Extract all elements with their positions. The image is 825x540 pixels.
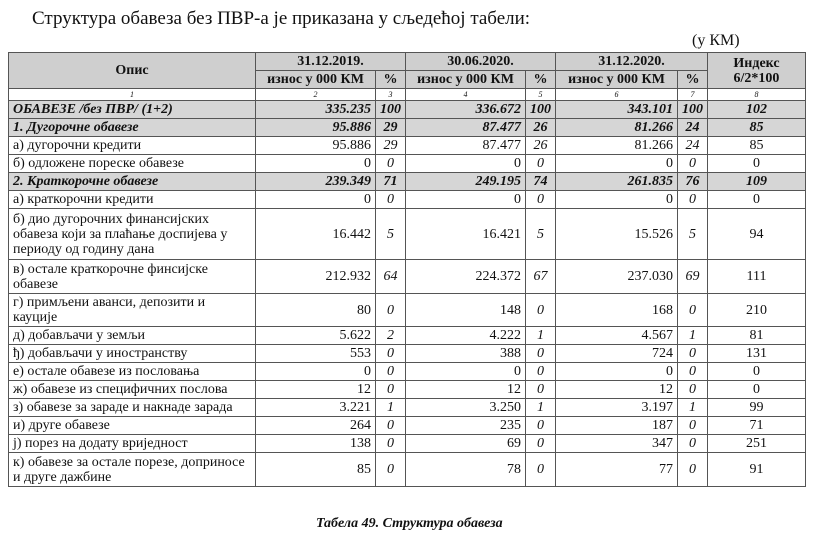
amount-2020-06: 336.672 — [406, 101, 526, 119]
pct-2020-12: 24 — [678, 119, 708, 137]
table-row — [9, 363, 806, 381]
index-value: 85 — [708, 137, 806, 155]
amount-2019: 0 — [256, 155, 376, 173]
pct-2020-06: 5 — [526, 209, 556, 260]
amount-2020-12: 3.197 — [556, 399, 678, 417]
amount-2019: 85 — [256, 453, 376, 487]
table-row — [9, 453, 806, 487]
pct-2020-06: 26 — [526, 119, 556, 137]
index-value: 251 — [708, 435, 806, 453]
index-value: 0 — [708, 381, 806, 399]
column-number-row — [9, 89, 806, 101]
total-row — [9, 119, 806, 137]
amount-2020-12: 168 — [556, 294, 678, 327]
row-label: 2. Краткорочне обавезе — [9, 173, 256, 191]
row-label: ј) порез на додату вриједност — [9, 435, 256, 453]
table-row — [9, 417, 806, 435]
amount-2019: 12 — [256, 381, 376, 399]
pct-2020-06: 0 — [526, 417, 556, 435]
pct-2020-06: 67 — [526, 260, 556, 294]
pct-2020-06: 1 — [526, 399, 556, 417]
amount-2020-06: 148 — [406, 294, 526, 327]
pct-2020-12: 76 — [678, 173, 708, 191]
index-value: 131 — [708, 345, 806, 363]
amount-2020-06: 87.477 — [406, 119, 526, 137]
pct-2019: 0 — [376, 345, 406, 363]
pct-2020-12: 0 — [678, 417, 708, 435]
amount-2020-06: 249.195 — [406, 173, 526, 191]
row-label: з) обавезе за зараде и накнаде зарада — [9, 399, 256, 417]
amount-2020-06: 4.222 — [406, 327, 526, 345]
intro-text: Структура обавеза без ПВР-а је приказана у сљедећој табели: — [32, 8, 531, 29]
pct-2019: 0 — [376, 435, 406, 453]
table-row — [9, 345, 806, 363]
amount-2020-06: 235 — [406, 417, 526, 435]
header-amount-2: износ у 000 КМ — [406, 71, 526, 89]
amount-2019: 3.221 — [256, 399, 376, 417]
pct-2020-12: 0 — [678, 294, 708, 327]
pct-2020-06: 0 — [526, 381, 556, 399]
pct-2019: 100 — [376, 101, 406, 119]
amount-2020-06: 0 — [406, 363, 526, 381]
index-value: 0 — [708, 191, 806, 209]
col-number: 7 — [678, 89, 708, 101]
amount-2020-06: 78 — [406, 453, 526, 487]
amount-2020-12: 237.030 — [556, 260, 678, 294]
index-value: 81 — [708, 327, 806, 345]
pct-2020-12: 24 — [678, 137, 708, 155]
pct-2020-12: 1 — [678, 327, 708, 345]
pct-2019: 5 — [376, 209, 406, 260]
pct-2020-06: 74 — [526, 173, 556, 191]
pct-2019: 0 — [376, 381, 406, 399]
table-row — [9, 155, 806, 173]
index-value: 0 — [708, 155, 806, 173]
amount-2019: 95.886 — [256, 137, 376, 155]
header-index — [708, 53, 806, 89]
row-label: е) остале обавезе из пословања — [9, 363, 256, 381]
header-index-label: Индекс — [733, 55, 780, 71]
header-period-2: 30.06.2020. — [406, 53, 556, 71]
pct-2020-06: 0 — [526, 191, 556, 209]
pct-2020-12: 0 — [678, 155, 708, 173]
index-value: 111 — [708, 260, 806, 294]
pct-2020-12: 0 — [678, 363, 708, 381]
table-row — [9, 399, 806, 417]
liabilities-table — [8, 52, 806, 487]
pct-2020-12: 0 — [678, 435, 708, 453]
row-label: а) дугорочни кредити — [9, 137, 256, 155]
pct-2019: 0 — [376, 453, 406, 487]
amount-2020-12: 724 — [556, 345, 678, 363]
pct-2019: 64 — [376, 260, 406, 294]
index-value: 210 — [708, 294, 806, 327]
pct-2020-06: 0 — [526, 345, 556, 363]
pct-2019: 0 — [376, 191, 406, 209]
pct-2020-12: 0 — [678, 453, 708, 487]
table-caption: Табела 49. Структура обавеза — [316, 516, 503, 531]
amount-2020-06: 0 — [406, 191, 526, 209]
table-row — [9, 294, 806, 327]
pct-2020-06: 0 — [526, 435, 556, 453]
pct-2020-06: 0 — [526, 155, 556, 173]
row-label: ђ) добављачи у иностранству — [9, 345, 256, 363]
col-number: 2 — [256, 89, 376, 101]
row-label: б) одложене пореске обавезе — [9, 155, 256, 173]
pct-2020-12: 0 — [678, 191, 708, 209]
pct-2020-06: 0 — [526, 453, 556, 487]
amount-2019: 16.442 — [256, 209, 376, 260]
pct-2020-12: 0 — [678, 381, 708, 399]
row-label: к) обавезе за остале порезе, доприносе и друге дажбине — [9, 453, 256, 487]
pct-2019: 0 — [376, 417, 406, 435]
row-label: г) примљени аванси, депозити и кауције — [9, 294, 256, 327]
row-label: б) дио дугорочних финансијских обавеза који за плаћање доспијева у периоду од годину дана — [9, 209, 256, 260]
pct-2019: 71 — [376, 173, 406, 191]
amount-2020-12: 187 — [556, 417, 678, 435]
header-row-periods — [9, 53, 806, 71]
pct-2019: 29 — [376, 119, 406, 137]
table-row — [9, 381, 806, 399]
pct-2019: 0 — [376, 155, 406, 173]
pct-2020-06: 0 — [526, 294, 556, 327]
row-label: 1. Дугорочне обавезе — [9, 119, 256, 137]
col-number: 5 — [526, 89, 556, 101]
amount-2020-12: 15.526 — [556, 209, 678, 260]
row-label: в) остале краткорочне финсијске обавезе — [9, 260, 256, 294]
col-number: 6 — [556, 89, 678, 101]
amount-2019: 0 — [256, 363, 376, 381]
amount-2020-12: 4.567 — [556, 327, 678, 345]
amount-2020-06: 69 — [406, 435, 526, 453]
amount-2019: 95.886 — [256, 119, 376, 137]
amount-2020-12: 343.101 — [556, 101, 678, 119]
table-row — [9, 435, 806, 453]
pct-2020-06: 26 — [526, 137, 556, 155]
amount-2019: 80 — [256, 294, 376, 327]
header-period-1: 31.12.2019. — [256, 53, 406, 71]
header-pct-3: % — [678, 71, 708, 89]
pct-2019: 29 — [376, 137, 406, 155]
index-value: 109 — [708, 173, 806, 191]
table-row — [9, 209, 806, 260]
total-row — [9, 173, 806, 191]
amount-2019: 138 — [256, 435, 376, 453]
col-number: 8 — [708, 89, 806, 101]
unit-label: (у КМ) — [692, 32, 740, 49]
index-value: 71 — [708, 417, 806, 435]
amount-2020-06: 12 — [406, 381, 526, 399]
amount-2020-12: 0 — [556, 155, 678, 173]
amount-2019: 212.932 — [256, 260, 376, 294]
header-period-3: 31.12.2020. — [556, 53, 708, 71]
amount-2020-06: 3.250 — [406, 399, 526, 417]
header-pct-1: % — [376, 71, 406, 89]
pct-2020-12: 0 — [678, 345, 708, 363]
amount-2019: 553 — [256, 345, 376, 363]
index-value: 99 — [708, 399, 806, 417]
pct-2020-06: 1 — [526, 327, 556, 345]
amount-2020-06: 87.477 — [406, 137, 526, 155]
row-label: ж) обавезе из специфичних послова — [9, 381, 256, 399]
amount-2020-12: 0 — [556, 363, 678, 381]
amount-2019: 0 — [256, 191, 376, 209]
pct-2020-06: 100 — [526, 101, 556, 119]
col-number: 3 — [376, 89, 406, 101]
index-value: 94 — [708, 209, 806, 260]
amount-2019: 239.349 — [256, 173, 376, 191]
amount-2020-12: 0 — [556, 191, 678, 209]
amount-2020-12: 12 — [556, 381, 678, 399]
pct-2019: 0 — [376, 363, 406, 381]
amount-2019: 5.622 — [256, 327, 376, 345]
row-label: ОБАВЕЗЕ /без ПВР/ (1+2) — [9, 101, 256, 119]
header-index-formula: 6/2*100 — [733, 70, 780, 86]
header-amount-1: износ у 000 КМ — [256, 71, 376, 89]
pct-2019: 1 — [376, 399, 406, 417]
index-value: 102 — [708, 101, 806, 119]
header-opis: Опис — [9, 53, 256, 89]
row-label: и) друге обавезе — [9, 417, 256, 435]
pct-2020-06: 0 — [526, 363, 556, 381]
col-number: 1 — [9, 89, 256, 101]
amount-2020-12: 81.266 — [556, 137, 678, 155]
amount-2020-12: 347 — [556, 435, 678, 453]
pct-2020-12: 69 — [678, 260, 708, 294]
pct-2020-12: 1 — [678, 399, 708, 417]
amount-2020-06: 0 — [406, 155, 526, 173]
row-label: а) краткорочни кредити — [9, 191, 256, 209]
amount-2019: 264 — [256, 417, 376, 435]
amount-2019: 335.235 — [256, 101, 376, 119]
table-row — [9, 191, 806, 209]
table-row — [9, 137, 806, 155]
index-value: 91 — [708, 453, 806, 487]
header-amount-3: износ у 000 КМ — [556, 71, 678, 89]
amount-2020-12: 81.266 — [556, 119, 678, 137]
table-row — [9, 327, 806, 345]
amount-2020-06: 224.372 — [406, 260, 526, 294]
amount-2020-06: 16.421 — [406, 209, 526, 260]
header-pct-2: % — [526, 71, 556, 89]
col-number: 4 — [406, 89, 526, 101]
pct-2020-12: 5 — [678, 209, 708, 260]
amount-2020-12: 77 — [556, 453, 678, 487]
row-label: д) добављачи у земљи — [9, 327, 256, 345]
pct-2019: 0 — [376, 294, 406, 327]
amount-2020-12: 261.835 — [556, 173, 678, 191]
amount-2020-06: 388 — [406, 345, 526, 363]
table-row — [9, 260, 806, 294]
index-value: 85 — [708, 119, 806, 137]
pct-2020-12: 100 — [678, 101, 708, 119]
pct-2019: 2 — [376, 327, 406, 345]
total-row — [9, 101, 806, 119]
index-value: 0 — [708, 363, 806, 381]
